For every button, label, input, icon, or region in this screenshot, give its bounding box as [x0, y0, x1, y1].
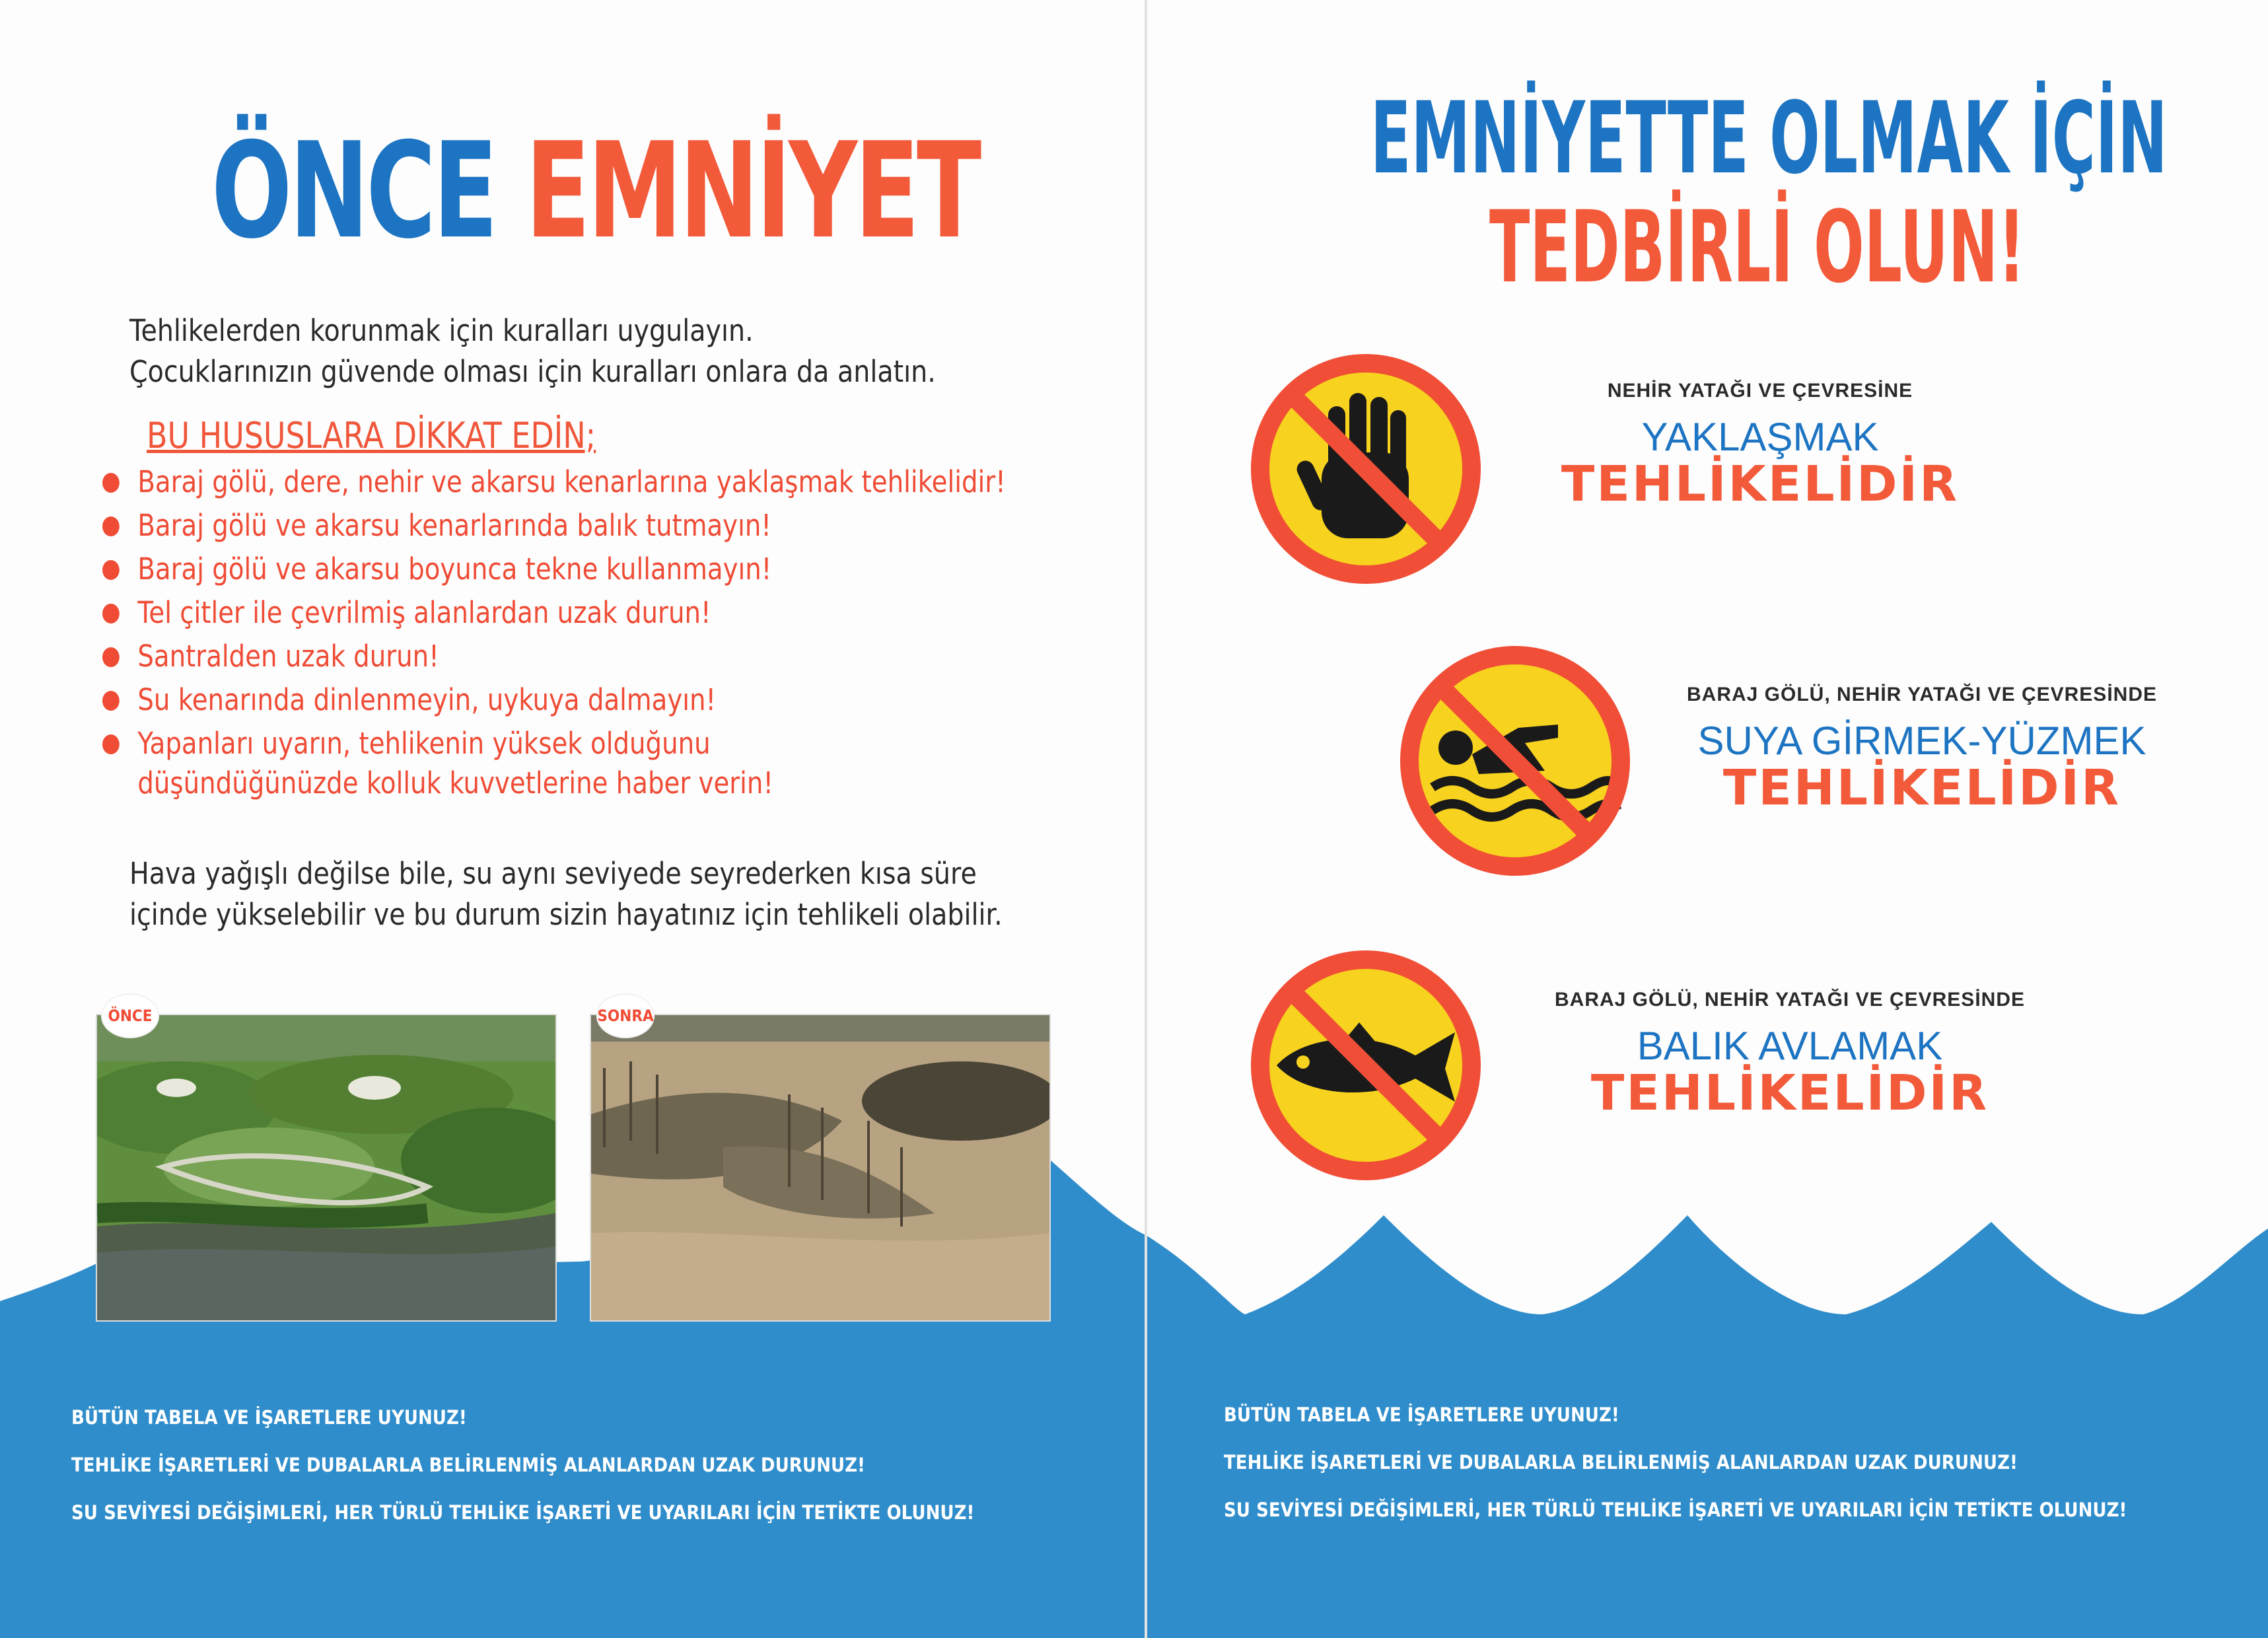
rule-text: Baraj gölü ve akarsu kenarlarında balık tutmayın! — [137, 508, 771, 543]
footer-line-1: BÜTÜN TABELA VE İŞARETLERE UYUNUZ! — [1224, 1404, 1619, 1426]
flood-photo-image — [591, 1015, 1049, 1320]
warning-context: BARAJ GÖLÜ, NEHİR YATAĞI VE ÇEVRESİNDE — [1554, 989, 2025, 1011]
park-photo-image — [97, 1015, 555, 1320]
no-swimming-icon — [1393, 639, 1637, 883]
title-part-once: ÖNCE — [211, 114, 495, 268]
photo-before — [96, 1014, 557, 1322]
warning-action: SUYA GİRMEK-YÜZMEK — [1697, 719, 2146, 763]
warning-verdict: TEHLİKELİDİR — [1590, 1065, 1989, 1122]
bullet-icon — [102, 516, 120, 536]
footer-line-2: TEHLİKE İŞARETLERİ VE DUBALARLA BELİRLENMİŞ ALANLARDAN UZAK DURUNUZ! — [71, 1454, 865, 1476]
rules-list — [102, 462, 1011, 807]
rule-text: Santralden uzak durun! — [137, 639, 439, 674]
bullet-icon — [102, 560, 120, 580]
footer-line-2: TEHLİKE İŞARETLERİ VE DUBALARLA BELİRLENMİŞ ALANLARDAN UZAK DURUNUZ! — [1224, 1451, 2018, 1474]
page-fold-divider — [1145, 0, 1147, 1638]
right-title-line-2: TEDBİRLİ OLUN! — [1489, 190, 2026, 305]
rule-item — [102, 680, 1011, 720]
intro-text — [129, 310, 1001, 392]
outro-text — [129, 853, 1059, 935]
rule-item — [102, 506, 1011, 546]
right-title-line-1: EMNİYETTE OLMAK İÇİN — [1370, 81, 2168, 196]
page-title — [211, 114, 979, 268]
footer-left — [71, 1394, 974, 1536]
rule-text: Tel çitler ile çevrilmiş alanlardan uzak durun! — [137, 595, 711, 630]
rule-item — [102, 637, 1011, 676]
rule-item — [102, 724, 847, 803]
photo-after-label: SONRA — [598, 995, 654, 1037]
bullet-icon — [102, 473, 120, 493]
photo-before-label: ÖNCE — [102, 995, 159, 1037]
bullet-icon — [102, 604, 120, 623]
bullet-icon — [102, 647, 120, 667]
footer-line-1: BÜTÜN TABELA VE İŞARETLERE UYUNUZ! — [71, 1406, 467, 1429]
no-hand-icon — [1244, 347, 1488, 591]
outro-line-1: Hava yağışlı değilse bile, su aynı seviyede seyrederken kısa süre — [129, 856, 977, 891]
rule-item — [102, 593, 1011, 633]
bullet-icon — [102, 734, 120, 754]
rule-text: Baraj gölü, dere, nehir ve akarsu kenarlarına yaklaşmak tehlikelidir! — [137, 464, 1006, 499]
warning-swimming — [1651, 684, 2193, 816]
attention-heading: BU HUSUSLARA DİKKAT EDİN; — [147, 415, 596, 456]
rule-text: Baraj gölü ve akarsu boyunca tekne kullanmayın! — [137, 552, 772, 587]
title-part-emniyet: EMNİYET — [525, 114, 979, 268]
warning-action: YAKLAŞMAK — [1641, 415, 1879, 459]
outro-line-2: içinde yükselebilir ve bu durum sizin hayatınız için tehlikeli olabilir. — [129, 897, 1003, 932]
warning-fishing — [1506, 989, 2074, 1122]
intro-line-1: Tehlikelerden korunmak için kuralları uygulayın. — [129, 313, 754, 348]
warning-verdict: TEHLİKELİDİR — [1561, 456, 1960, 513]
rule-item — [102, 462, 1011, 502]
warning-verdict: TEHLİKELİDİR — [1722, 760, 2121, 816]
photo-after — [590, 1014, 1051, 1322]
rule-text: Su kenarında dinlenmeyin, uykuya dalmayın! — [137, 682, 717, 717]
bullet-icon — [102, 691, 120, 711]
warning-context: BARAJ GÖLÜ, NEHİR YATAĞI VE ÇEVRESİNDE — [1686, 684, 2157, 705]
footer-right — [1224, 1391, 2127, 1534]
footer-line-3: SU SEVİYESİ DEĞİŞİMLERİ, HER TÜRLÜ TEHLİKE İŞARETİ VE UYARILARI İÇİN TETİKTE OLUNUZ! — [1224, 1499, 2127, 1521]
no-fishing-icon — [1244, 943, 1488, 1188]
warning-approach — [1516, 380, 2004, 513]
warning-context: NEHİR YATAĞI VE ÇEVRESİNE — [1607, 380, 1913, 402]
rule-item — [102, 550, 1011, 589]
right-panel — [1146, 0, 2268, 1638]
warning-action: BALIK AVLAMAK — [1637, 1024, 1943, 1068]
rule-text: Yapanları uyarın, tehlikenin yüksek olduğunu düşündüğünüzde kolluk kuvvetlerine haber verin! — [137, 726, 773, 801]
footer-line-3: SU SEVİYESİ DEĞİŞİMLERİ, HER TÜRLÜ TEHLİKE İŞARETİ VE UYARILARI İÇİN TETİKTE OLUNUZ! — [71, 1501, 975, 1524]
intro-line-2: Çocuklarınızın güvende olması için kuralları onlara da anlatın. — [129, 354, 936, 389]
